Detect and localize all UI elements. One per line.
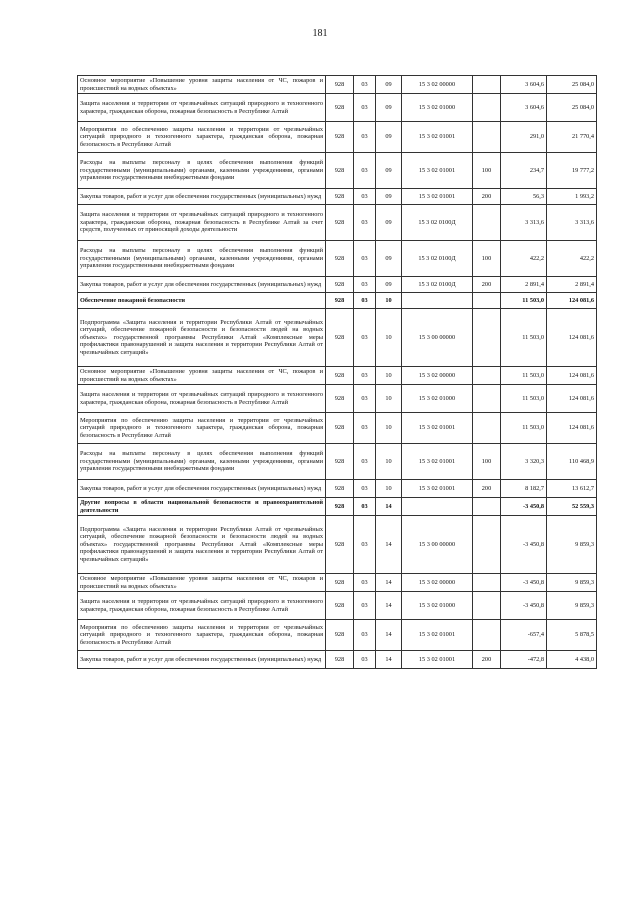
row-amount-total: 5 878,5 — [547, 620, 597, 651]
row-name-cell: Защита населения и территории от чрезвычайных ситуаций природного и техногенного характера, гражданская оборона, пожарная безопасность в Республике Алтай — [78, 385, 326, 413]
row-admin-code: 928 — [326, 367, 354, 385]
row-section-code: 03 — [354, 444, 376, 480]
row-name-cell: Расходы на выплаты персоналу в целях обеспечения выполнения функций государственными (муниципальными) органами, казенными учреждениями, органами управления государственными внебюджетными фондами — [78, 444, 326, 480]
row-amount-change: -472,8 — [501, 651, 547, 669]
row-expense-type: 200 — [473, 277, 501, 293]
table-row — [78, 205, 597, 241]
table-row — [78, 574, 597, 592]
row-expense-type: 200 — [473, 480, 501, 498]
row-expense-type — [473, 76, 501, 94]
row-target-article: 15 3 00 00000 — [402, 309, 473, 367]
row-amount-total: 124 081,6 — [547, 367, 597, 385]
row-expense-type — [473, 574, 501, 592]
row-amount-total: 9 859,3 — [547, 592, 597, 620]
row-expense-type — [473, 516, 501, 574]
row-amount-total: 19 777,2 — [547, 153, 597, 189]
row-amount-change: 422,2 — [501, 241, 547, 277]
row-target-article: 15 3 02 0100Д — [402, 277, 473, 293]
row-subsection-code: 10 — [376, 293, 402, 309]
row-amount-total: 21 770,4 — [547, 122, 597, 153]
row-expense-type: 200 — [473, 189, 501, 205]
row-section-code: 03 — [354, 205, 376, 241]
row-section-code: 03 — [354, 189, 376, 205]
row-subsection-code: 10 — [376, 385, 402, 413]
row-subsection-code: 09 — [376, 241, 402, 277]
row-target-article: 15 3 02 0100Д — [402, 241, 473, 277]
row-subsection-code: 14 — [376, 592, 402, 620]
row-amount-change: 3 320,3 — [501, 444, 547, 480]
row-subsection-code: 10 — [376, 367, 402, 385]
row-amount-total: 25 084,0 — [547, 94, 597, 122]
row-admin-code: 928 — [326, 574, 354, 592]
row-admin-code: 928 — [326, 620, 354, 651]
row-name-cell: Подпрограмма «Защита населения и территории Республики Алтай от чрезвычайных ситуаций, обеспечение пожарной безопасности и безопасности людей на водных объектах» государственной программы Республики Алтай «Комплексные меры профилактики правонарушений и защита населения и территории Республики Алтай от чрезвычайных ситуаций» — [78, 309, 326, 367]
row-amount-change: -3 450,8 — [501, 592, 547, 620]
row-subsection-code: 10 — [376, 309, 402, 367]
row-name-cell: Закупка товаров, работ и услуг для обеспечения государственных (муниципальных) нужд — [78, 189, 326, 205]
row-section-code: 03 — [354, 651, 376, 669]
row-amount-total: 2 891,4 — [547, 277, 597, 293]
row-admin-code: 928 — [326, 516, 354, 574]
row-amount-change: 56,3 — [501, 189, 547, 205]
row-target-article — [402, 293, 473, 309]
row-name-cell: Закупка товаров, работ и услуг для обеспечения государственных (муниципальных) нужд — [78, 480, 326, 498]
row-subsection-code: 14 — [376, 516, 402, 574]
row-section-code: 03 — [354, 153, 376, 189]
row-target-article: 15 3 02 0100Д — [402, 205, 473, 241]
row-name-cell: Защита населения и территории от чрезвычайных ситуаций природного и техногенного характера, гражданская оборона, пожарная безопасность в Республике Алтай — [78, 592, 326, 620]
row-target-article — [402, 498, 473, 516]
row-admin-code: 928 — [326, 189, 354, 205]
row-amount-change: 3 313,6 — [501, 205, 547, 241]
row-target-article: 15 3 02 01000 — [402, 592, 473, 620]
row-expense-type — [473, 122, 501, 153]
row-amount-total: 52 559,3 — [547, 498, 597, 516]
row-target-article: 15 3 02 01001 — [402, 444, 473, 480]
row-amount-total: 124 081,6 — [547, 413, 597, 444]
table-row — [78, 309, 597, 367]
row-target-article: 15 3 00 00000 — [402, 516, 473, 574]
row-target-article: 15 3 02 01001 — [402, 413, 473, 444]
table-row — [78, 498, 597, 516]
row-amount-change: -3 450,8 — [501, 498, 547, 516]
row-section-code: 03 — [354, 620, 376, 651]
budget-table-body — [78, 76, 597, 669]
row-amount-total: 4 438,0 — [547, 651, 597, 669]
row-admin-code: 928 — [326, 413, 354, 444]
table-row — [78, 444, 597, 480]
row-amount-change: 11 503,0 — [501, 385, 547, 413]
row-expense-type — [473, 205, 501, 241]
row-target-article: 15 3 02 00000 — [402, 574, 473, 592]
row-expense-type — [473, 293, 501, 309]
row-amount-total: 9 859,3 — [547, 516, 597, 574]
table-row — [78, 94, 597, 122]
row-admin-code: 928 — [326, 153, 354, 189]
row-subsection-code: 09 — [376, 122, 402, 153]
row-target-article: 15 3 02 01001 — [402, 620, 473, 651]
row-section-code: 03 — [354, 76, 376, 94]
table-row — [78, 480, 597, 498]
row-name-cell: Мероприятия по обеспечению защиты населения и территории от чрезвычайных ситуаций природного и техногенного характера, гражданская оборона, пожарная безопасность в Республике Алтай — [78, 413, 326, 444]
row-admin-code: 928 — [326, 651, 354, 669]
row-amount-total: 13 612,7 — [547, 480, 597, 498]
row-subsection-code: 09 — [376, 153, 402, 189]
row-expense-type — [473, 309, 501, 367]
row-expense-type — [473, 385, 501, 413]
row-name-cell: Основное мероприятие «Повышение уровня защиты населения от ЧС, пожаров и происшествий на водных объектах» — [78, 367, 326, 385]
row-expense-type — [473, 592, 501, 620]
row-section-code: 03 — [354, 309, 376, 367]
row-admin-code: 928 — [326, 76, 354, 94]
row-admin-code: 928 — [326, 498, 354, 516]
row-amount-change: 11 503,0 — [501, 413, 547, 444]
row-subsection-code: 09 — [376, 76, 402, 94]
row-admin-code: 928 — [326, 309, 354, 367]
row-section-code: 03 — [354, 592, 376, 620]
row-section-code: 03 — [354, 293, 376, 309]
row-name-cell: Защита населения и территории от чрезвычайных ситуаций природного и техногенного характера, гражданская оборона, пожарная безопасность в Республике Алтай за счет средств, полученных от приносящей доходы деятельности — [78, 205, 326, 241]
row-target-article: 15 3 02 00000 — [402, 367, 473, 385]
row-admin-code: 928 — [326, 592, 354, 620]
row-name-cell: Расходы на выплаты персоналу в целях обеспечения выполнения функций государственными (муниципальными) органами, казенными учреждениями, органами управления государственными внебюджетными фондами — [78, 153, 326, 189]
row-target-article: 15 3 02 00000 — [402, 76, 473, 94]
row-section-code: 03 — [354, 367, 376, 385]
row-name-cell: Расходы на выплаты персоналу в целях обеспечения выполнения функций государственными (муниципальными) органами, казенными учреждениями, органами управления государственными внебюджетными фондами — [78, 241, 326, 277]
row-subsection-code: 14 — [376, 574, 402, 592]
row-admin-code: 928 — [326, 241, 354, 277]
table-row — [78, 189, 597, 205]
row-amount-change: 234,7 — [501, 153, 547, 189]
row-admin-code: 928 — [326, 205, 354, 241]
row-amount-change: -657,4 — [501, 620, 547, 651]
row-section-code: 03 — [354, 574, 376, 592]
row-amount-change: -3 450,8 — [501, 574, 547, 592]
row-expense-type: 200 — [473, 651, 501, 669]
table-row — [78, 241, 597, 277]
row-amount-total: 422,2 — [547, 241, 597, 277]
table-row — [78, 76, 597, 94]
row-amount-total: 25 084,0 — [547, 76, 597, 94]
row-section-code: 03 — [354, 277, 376, 293]
row-subsection-code: 14 — [376, 651, 402, 669]
row-target-article: 15 3 02 01000 — [402, 94, 473, 122]
row-admin-code: 928 — [326, 385, 354, 413]
row-section-code: 03 — [354, 516, 376, 574]
row-expense-type: 100 — [473, 241, 501, 277]
table-row — [78, 277, 597, 293]
row-target-article: 15 3 02 01001 — [402, 480, 473, 498]
row-amount-change: 11 503,0 — [501, 293, 547, 309]
row-target-article: 15 3 02 01000 — [402, 385, 473, 413]
row-expense-type — [473, 620, 501, 651]
row-section-code: 03 — [354, 94, 376, 122]
row-expense-type — [473, 498, 501, 516]
row-admin-code: 928 — [326, 444, 354, 480]
row-subsection-code: 10 — [376, 444, 402, 480]
row-target-article: 15 3 02 01001 — [402, 122, 473, 153]
budget-table — [77, 75, 597, 669]
row-subsection-code: 09 — [376, 94, 402, 122]
row-subsection-code: 09 — [376, 205, 402, 241]
row-target-article: 15 3 02 01001 — [402, 651, 473, 669]
row-expense-type: 100 — [473, 444, 501, 480]
row-admin-code: 928 — [326, 122, 354, 153]
row-amount-change: 11 503,0 — [501, 309, 547, 367]
row-amount-change: 3 604,6 — [501, 76, 547, 94]
row-name-cell: Обеспечение пожарной безопасности — [78, 293, 326, 309]
row-amount-total: 1 993,2 — [547, 189, 597, 205]
row-name-cell: Подпрограмма «Защита населения и территории Республики Алтай от чрезвычайных ситуаций, обеспечение пожарной безопасности и безопасности людей на водных объектах» государственной программы Республики Алтай «Комплексные меры профилактики правонарушений и защита населения и территории Республики Алтай от чрезвычайных ситуаций» — [78, 516, 326, 574]
table-row — [78, 122, 597, 153]
table-row — [78, 592, 597, 620]
row-amount-total: 124 081,6 — [547, 293, 597, 309]
row-subsection-code: 09 — [376, 277, 402, 293]
row-name-cell: Мероприятия по обеспечению защиты населения и территории от чрезвычайных ситуаций природного и техногенного характера, гражданская оборона, пожарная безопасность в Республике Алтай — [78, 620, 326, 651]
row-subsection-code: 14 — [376, 498, 402, 516]
row-amount-total: 3 313,6 — [547, 205, 597, 241]
row-section-code: 03 — [354, 413, 376, 444]
row-amount-change: 2 891,4 — [501, 277, 547, 293]
row-expense-type: 100 — [473, 153, 501, 189]
row-admin-code: 928 — [326, 277, 354, 293]
row-amount-total: 124 081,6 — [547, 385, 597, 413]
row-amount-change: 11 503,0 — [501, 367, 547, 385]
page-number: 181 — [312, 28, 328, 39]
row-admin-code: 928 — [326, 94, 354, 122]
row-amount-change: 3 604,6 — [501, 94, 547, 122]
row-subsection-code: 14 — [376, 620, 402, 651]
table-row — [78, 385, 597, 413]
row-section-code: 03 — [354, 241, 376, 277]
row-subsection-code: 10 — [376, 413, 402, 444]
table-row — [78, 293, 597, 309]
row-section-code: 03 — [354, 122, 376, 153]
row-amount-total: 9 859,3 — [547, 574, 597, 592]
row-name-cell: Основное мероприятие «Повышение уровня защиты населения от ЧС, пожаров и происшествий на водных объектах» — [78, 574, 326, 592]
table-row — [78, 367, 597, 385]
row-name-cell: Защита населения и территории от чрезвычайных ситуаций природного и техногенного характера, гражданская оборона, пожарная безопасность в Республике Алтай — [78, 94, 326, 122]
row-amount-change: 291,0 — [501, 122, 547, 153]
row-section-code: 03 — [354, 480, 376, 498]
table-row — [78, 153, 597, 189]
row-target-article: 15 3 02 01001 — [402, 153, 473, 189]
row-expense-type — [473, 94, 501, 122]
row-expense-type — [473, 413, 501, 444]
row-admin-code: 928 — [326, 480, 354, 498]
table-row — [78, 413, 597, 444]
row-amount-change: 8 182,7 — [501, 480, 547, 498]
row-section-code: 03 — [354, 385, 376, 413]
row-amount-change: -3 450,8 — [501, 516, 547, 574]
row-name-cell: Мероприятия по обеспечению защиты населения и территории от чрезвычайных ситуаций природного и техногенного характера, гражданская оборона, пожарная безопасность в Республике Алтай — [78, 122, 326, 153]
row-target-article: 15 3 02 01001 — [402, 189, 473, 205]
table-row — [78, 651, 597, 669]
row-subsection-code: 10 — [376, 480, 402, 498]
row-admin-code: 928 — [326, 293, 354, 309]
table-row — [78, 516, 597, 574]
row-amount-total: 110 468,9 — [547, 444, 597, 480]
row-expense-type — [473, 367, 501, 385]
row-name-cell: Основное мероприятие «Повышение уровня защиты населения от ЧС, пожаров и происшествий на водных объектах» — [78, 76, 326, 94]
table-row — [78, 620, 597, 651]
row-amount-total: 124 081,6 — [547, 309, 597, 367]
row-name-cell: Другие вопросы в области национальной безопасности и правоохранительной деятельности — [78, 498, 326, 516]
row-name-cell: Закупка товаров, работ и услуг для обеспечения государственных (муниципальных) нужд — [78, 277, 326, 293]
row-subsection-code: 09 — [376, 189, 402, 205]
row-section-code: 03 — [354, 498, 376, 516]
row-name-cell: Закупка товаров, работ и услуг для обеспечения государственных (муниципальных) нужд — [78, 651, 326, 669]
